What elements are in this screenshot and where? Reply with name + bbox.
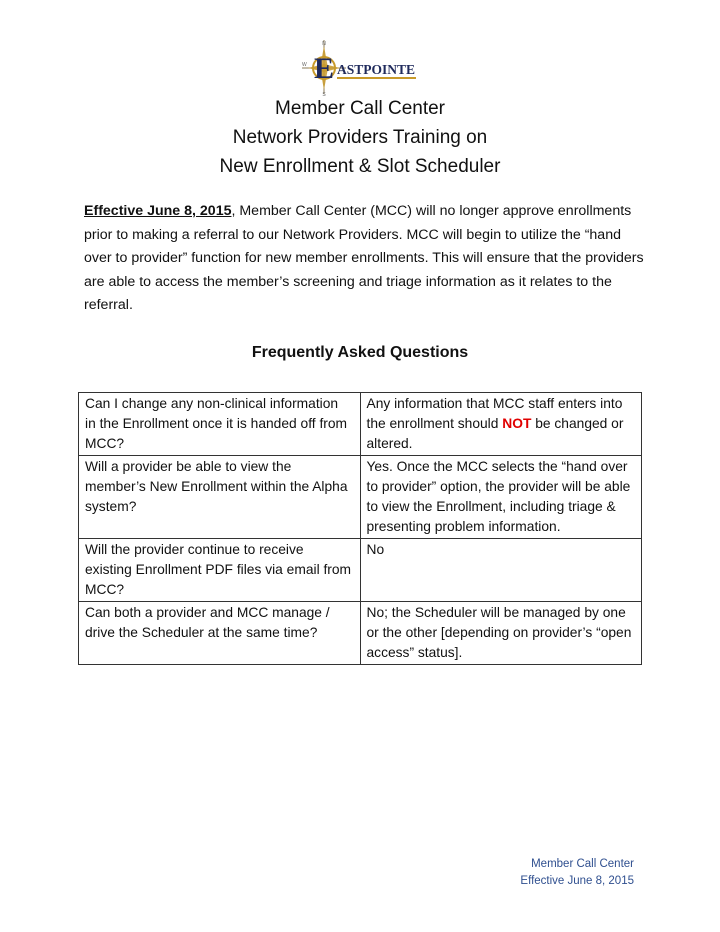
table-row [79,602,642,665]
effective-date: Effective June 8, 2015 [84,203,232,219]
faq-answer [360,539,642,602]
title-block [0,94,720,181]
logo-letter: E [313,52,335,85]
faq-question: Can both a provider and MCC manage / drive the Scheduler at the same time? [79,602,361,665]
footer-line-1: Member Call Center [531,858,634,870]
faq-question: Will the provider continue to receive existing Enrollment PDF files via email from MCC? [79,539,361,602]
footer-line-2: Effective June 8, 2015 [520,875,634,887]
title-line-1: Member Call Center [275,98,445,119]
table-row [79,539,642,602]
title-line-2: Network Providers Training on [232,127,488,148]
answer-text-end: be changed or altered. [366,416,624,451]
page-footer [520,856,634,890]
compass-s: S [322,92,326,96]
faq-question: Can I change any non-clinical information in the Enrollment once it is handed off from MCC? [79,393,361,456]
answer-text: No; the Scheduler will be managed by one or the other [depending on provider’s “open access” status]. [366,605,632,660]
faq-question: Will a provider be able to view the member’s New Enrollment within the Alpha system? [79,456,361,539]
table-row [79,393,642,456]
faq-answer [360,393,642,456]
table-row [79,456,642,539]
intro-paragraph [84,200,644,318]
eastpointe-logo [300,38,418,96]
intro-body: , Member Call Center (MCC) will no longer approve enrollments prior to making a referral to our Network Providers. MCC will begin to utilize the “hand over to provider” function for new member enrollments. This will ensure that the providers are able to access the member’s screening and triage information as it relates to the referral. [84,203,644,313]
compass-w: W [302,62,307,68]
faq-answer [360,456,642,539]
logo-text: ASTPOINTE [337,62,416,77]
answer-emphasis: NOT [502,416,532,431]
answer-text: Any information that MCC staff enters into the enrollment should [366,396,623,431]
compass-n: N [322,41,326,47]
answer-text: No [366,542,385,557]
answer-text: Yes. Once the MCC selects the “hand over to provider” option, the provider will be able to view the Enrollment, including triage & presenting problem information. [366,459,631,534]
title-line-3: New Enrollment & Slot Scheduler [219,156,501,177]
faq-answer [360,602,642,665]
faq-heading: Frequently Asked Questions [251,344,469,361]
faq-table [78,392,642,665]
